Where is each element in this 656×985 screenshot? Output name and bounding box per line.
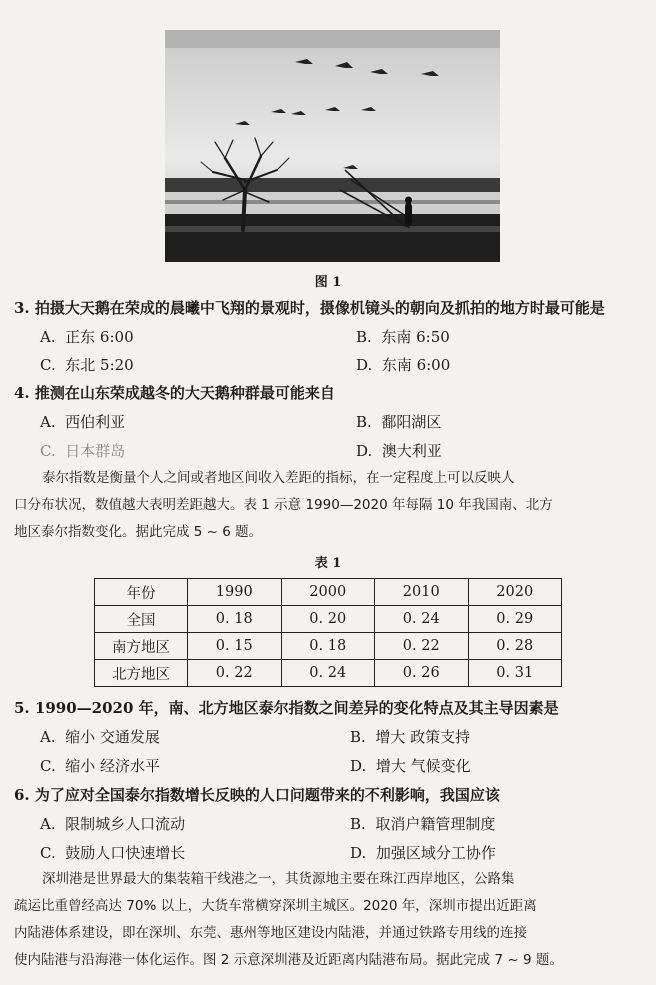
passage-line: 内陆港体系建设，即在深圳、东莞、惠州等地区建设内陆港，并通过铁路专用线的连接 [14, 925, 527, 941]
option-letter: B. [350, 728, 366, 746]
table-header-cell: 年份 [95, 579, 188, 606]
table-header-cell: 1990 [188, 579, 282, 606]
table-header-cell: 2000 [281, 579, 375, 606]
option-letter: A. [40, 328, 56, 346]
passage-line: 深圳港是世界最大的集装箱干线港之一，其货源地主要在珠江西岸地区，公路集 [42, 871, 515, 887]
question-6-stem: 6. 为了应对全国泰尔指数增长反映的人口问题带来的不利影响，我国应该 [14, 786, 500, 804]
option-letter: C. [40, 757, 56, 775]
table-cell: 0. 22 [375, 633, 469, 660]
option-text: 东南 6:50 [381, 328, 450, 346]
option-letter: A. [40, 728, 56, 746]
passage-line: 地区泰尔指数变化。据此完成 5 ~ 6 题。 [14, 524, 263, 540]
option-text: 增大 气候变化 [375, 757, 471, 775]
option-text: 东南 6:00 [381, 356, 451, 374]
q4-option-a [40, 411, 125, 432]
option-text: 日本群岛 [65, 442, 126, 460]
passage-theil-index [14, 465, 644, 546]
passage-shenzhen-port [14, 866, 644, 974]
table-cell: 0. 20 [281, 606, 375, 633]
option-letter: C. [40, 442, 56, 460]
table-cell: 南方地区 [95, 633, 188, 660]
option-letter: C. [40, 356, 56, 374]
table-cell: 0. 28 [468, 633, 562, 660]
table-cell: 0. 29 [468, 606, 562, 633]
table-1-caption: 表 1 [314, 556, 342, 571]
q4-option-d [356, 440, 442, 461]
option-letter: B. [356, 413, 372, 431]
option-text: 鄱阳湖区 [381, 413, 442, 431]
q3-option-c [40, 354, 134, 375]
q6-option-d [350, 842, 496, 863]
table-cell: 0. 31 [468, 660, 562, 687]
table-cell: 0. 24 [375, 606, 469, 633]
table-row [95, 660, 562, 687]
option-letter: B. [356, 328, 372, 346]
table-cell: 0. 15 [188, 633, 282, 660]
figure-1-caption: 图 1 [314, 275, 342, 290]
passage-line: 泰尔指数是衡量个人之间或者地区间收入差距的指标，在一定程度上可以反映人 [42, 470, 515, 486]
swan-photo-illustration [165, 30, 500, 262]
table-header-row [95, 579, 562, 606]
option-letter: B. [350, 815, 366, 833]
option-text: 缩小 经济水平 [65, 757, 161, 775]
table-header-cell: 2010 [375, 579, 469, 606]
option-letter: D. [350, 844, 367, 862]
table-cell: 0. 24 [281, 660, 375, 687]
q3-option-d [356, 354, 450, 375]
option-text: 取消户籍管理制度 [375, 815, 496, 833]
passage-line: 疏运比重曾经高达 70% 以上，大货车常横穿深圳主城区。2020 年，深圳市提出近距离 [14, 898, 537, 914]
option-text: 西伯利亚 [65, 413, 126, 431]
q6-option-a [40, 813, 185, 834]
option-letter: D. [356, 356, 373, 374]
q5-option-d [350, 755, 471, 776]
option-text: 东北 5:20 [65, 356, 134, 374]
option-text: 澳大利亚 [381, 442, 442, 460]
option-text: 限制城乡人口流动 [65, 815, 186, 833]
option-letter: D. [350, 757, 367, 775]
q3-option-a [40, 326, 134, 347]
option-letter: A. [40, 815, 56, 833]
option-letter: A. [40, 413, 56, 431]
passage-line: 使内陆港与沿海港一体化运作。图 2 示意深圳港及近距离内陆港布局。据此完成 7 ~ 9 题。 [14, 952, 563, 968]
table-header-cell: 2020 [468, 579, 562, 606]
option-letter: D. [356, 442, 373, 460]
table-cell: 0. 18 [281, 633, 375, 660]
table-cell: 0. 18 [188, 606, 282, 633]
q4-option-b [356, 411, 441, 432]
option-text: 正东 6:00 [65, 328, 134, 346]
table-cell: 北方地区 [95, 660, 188, 687]
passage-line: 口分布状况，数值越大表明差距越大。表 1 示意 1990—2020 年每隔 10 年我国南、北方 [14, 497, 553, 513]
table-row [95, 606, 562, 633]
question-3-stem: 3. 拍摄大天鹅在荣成的晨曦中飞翔的景观时，摄像机镜头的朝向及抓拍的地方时最可能是 [14, 299, 605, 317]
table-cell: 全国 [95, 606, 188, 633]
q6-option-c [40, 842, 185, 863]
option-letter: C. [40, 844, 56, 862]
q5-option-b [350, 726, 470, 747]
theil-index-table [94, 578, 562, 687]
swan-photo [165, 30, 500, 262]
table-cell: 0. 22 [188, 660, 282, 687]
question-5-stem: 5. 1990—2020 年，南、北方地区泰尔指数之间差异的变化特点及其主导因素是 [14, 699, 559, 717]
option-text: 缩小 交通发展 [65, 728, 160, 746]
q4-option-c [40, 440, 125, 461]
q5-option-a [40, 726, 160, 747]
table-row [95, 633, 562, 660]
option-text: 增大 政策支持 [375, 728, 471, 746]
option-text: 加强区域分工协作 [375, 844, 496, 862]
option-text: 鼓励人口快速增长 [65, 844, 186, 862]
table-cell: 0. 26 [375, 660, 469, 687]
q6-option-b [350, 813, 495, 834]
question-4-stem: 4. 推测在山东荣成越冬的大天鹅种群最可能来自 [14, 384, 335, 402]
q5-option-c [40, 755, 160, 776]
q3-option-b [356, 326, 450, 347]
